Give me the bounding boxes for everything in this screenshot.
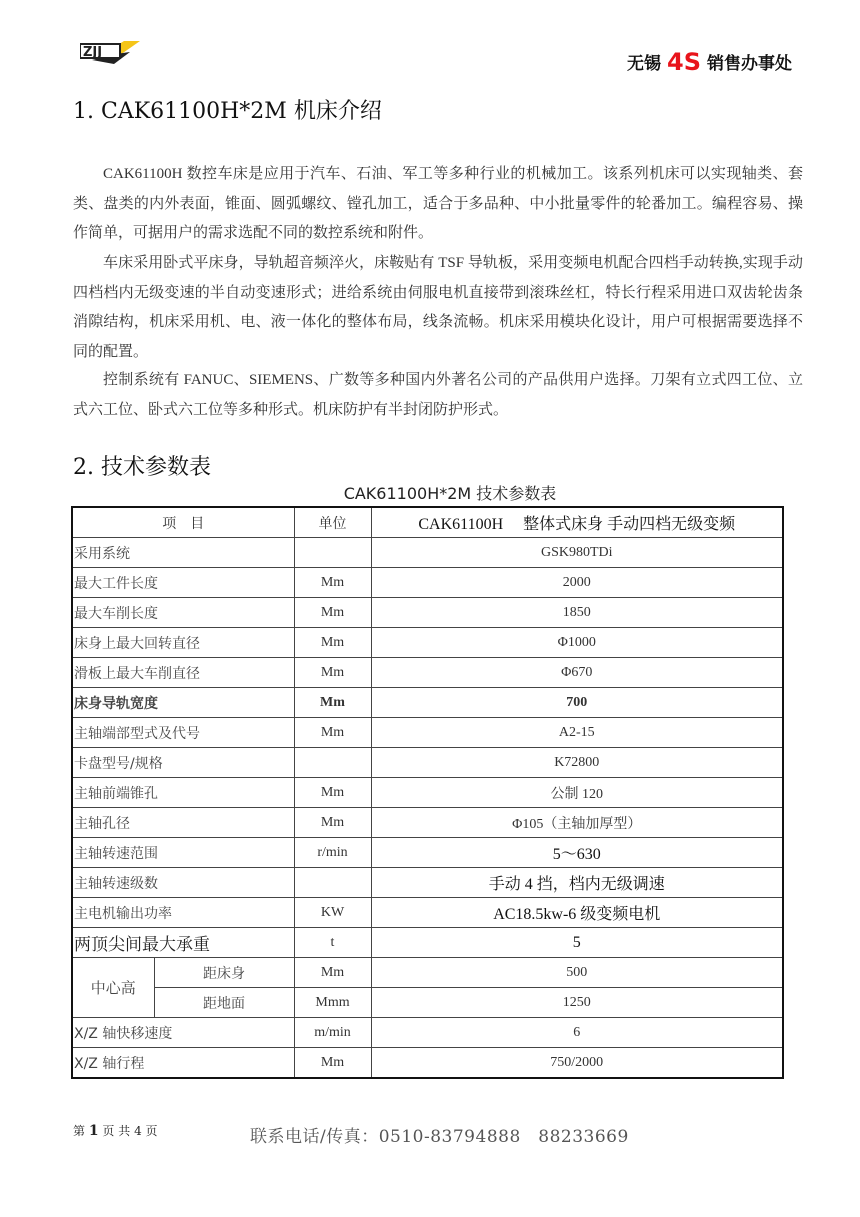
- row-value: 700: [371, 688, 783, 718]
- office-suffix: 销售办事处: [707, 54, 792, 74]
- row-unit: [294, 868, 371, 898]
- table-row: [72, 928, 783, 958]
- intro-paragraph-2: [73, 249, 803, 367]
- row-unit: Mm: [294, 808, 371, 838]
- row-value: 750/2000: [371, 1048, 783, 1079]
- row-label: 距地面: [154, 988, 294, 1018]
- row-value: 5: [371, 928, 783, 958]
- row-label: 主轴孔径: [72, 808, 294, 838]
- row-value: 公制 120: [371, 778, 783, 808]
- table-row-center-height-ground: [72, 988, 783, 1018]
- row-value: 1250: [371, 988, 783, 1018]
- row-unit: Mm: [294, 958, 371, 988]
- row-label: X/Z 轴快移速度: [72, 1018, 294, 1048]
- paragraph-text: 车床采用卧式平床身，导轨超音频淬火，床鞍贴有 TSF 导轨板，采用变频电机配合四档手动转换,实现手动四档档内无级变速的半自动变速形式；进给系统由伺服电机直接带到滚珠丝杠，特长行程采用进口双齿轮齿条消隙结构，机床采用机、电、液一体化的整体布局，线条流畅。机床采用模块化设计，用户可根据需要选择不同的配置。: [73, 255, 803, 360]
- table-row: [72, 568, 783, 598]
- row-label: 滑板上最大车削直径: [72, 658, 294, 688]
- office-prefix: 无锡: [627, 54, 662, 74]
- row-unit: Mm: [294, 568, 371, 598]
- table-row: [72, 808, 783, 838]
- row-value: 2000: [371, 568, 783, 598]
- row-label: 床身导轨宽度: [72, 688, 294, 718]
- row-value: Φ670: [371, 658, 783, 688]
- row-value: 1850: [371, 598, 783, 628]
- row-value: Φ105（主轴加厚型）: [371, 808, 783, 838]
- row-label: 主电机输出功率: [72, 898, 294, 928]
- spec-table: [71, 506, 784, 1079]
- row-label: 两顶尖间最大承重: [72, 928, 294, 958]
- page-mid: 页 共: [102, 1124, 131, 1138]
- row-value: Φ1000: [371, 628, 783, 658]
- row-unit: m/min: [294, 1018, 371, 1048]
- table-row: [72, 868, 783, 898]
- row-value: 5～630: [371, 838, 783, 868]
- table-row: [72, 598, 783, 628]
- row-label: 主轴转速范围: [72, 838, 294, 868]
- row-label: 最大车削长度: [72, 598, 294, 628]
- section-2-title: 2. 技术参数表: [73, 455, 211, 480]
- row-unit: Mm: [294, 688, 371, 718]
- row-label: 床身上最大回转直径: [72, 628, 294, 658]
- row-label: 采用系统: [72, 538, 294, 568]
- row-unit: Mm: [294, 658, 371, 688]
- table-header-row: [72, 507, 783, 538]
- row-label: 卡盘型号/规格: [72, 748, 294, 778]
- office-name: [627, 48, 792, 76]
- logo-icon: [80, 38, 140, 64]
- table-row: [72, 538, 783, 568]
- table-row: [72, 748, 783, 778]
- section-1-title: 1. CAK61100H*2M 机床介绍: [73, 99, 382, 124]
- page-current: 1: [88, 1123, 99, 1139]
- paragraph-text: 控制系统有 FANUC、SIEMENS、广数等多种国内外著名公司的产品供用户选择。刀架有立式四工位、立式六工位、卧式六工位等多种形式。机床防护有半封闭防护形式。: [73, 372, 803, 418]
- table-row: [72, 658, 783, 688]
- intro-paragraph-3: [73, 366, 803, 425]
- company-logo: [80, 38, 140, 64]
- center-height-label: 中心高: [72, 958, 154, 1018]
- table-row: [72, 778, 783, 808]
- row-unit: Mmm: [294, 988, 371, 1018]
- table-row: [72, 1048, 783, 1079]
- row-unit: [294, 748, 371, 778]
- page-suffix: 页: [145, 1124, 158, 1138]
- row-unit: [294, 538, 371, 568]
- row-label: 主轴转速级数: [72, 868, 294, 898]
- row-label: 主轴端部型式及代号: [72, 718, 294, 748]
- contact-info: 联系电话/传真：0510-83794888 88233669: [250, 1127, 629, 1147]
- table-row: [72, 838, 783, 868]
- table-row: [72, 688, 783, 718]
- row-unit: Mm: [294, 718, 371, 748]
- row-label: 最大工件长度: [72, 568, 294, 598]
- row-unit: KW: [294, 898, 371, 928]
- row-unit: Mm: [294, 1048, 371, 1079]
- page-total: 4: [134, 1124, 142, 1138]
- row-label: X/Z 轴行程: [72, 1048, 294, 1079]
- row-value: 500: [371, 958, 783, 988]
- row-unit: Mm: [294, 628, 371, 658]
- page-prefix: 第: [73, 1124, 86, 1138]
- table-row-center-height-bed: [72, 958, 783, 988]
- table-title: CAK61100H*2M 技术参数表: [343, 484, 557, 503]
- row-value: 6: [371, 1018, 783, 1048]
- row-value: AC18.5kw-6 级变频电机: [371, 898, 783, 928]
- row-value: A2-15: [371, 718, 783, 748]
- paragraph-text: CAK61100H 数控车床是应用于汽车、石油、军工等多种行业的机械加工。该系列机床可以实现轴类、套类、盘类的内外表面，锥面、圆弧螺纹、镗孔加工，适合于多品种、中小批量零件的轮番加工。编程容易、操作简单，可据用户的需求选配不同的数控系统和附件。: [73, 166, 803, 241]
- intro-paragraph-1: [73, 160, 803, 249]
- row-value: K72800: [371, 748, 783, 778]
- row-value: GSK980TDi: [371, 538, 783, 568]
- header-item: 项 目: [72, 507, 294, 538]
- row-unit: Mm: [294, 598, 371, 628]
- svg-text:ZJJ: ZJJ: [83, 45, 103, 60]
- row-label: 距床身: [154, 958, 294, 988]
- table-row: [72, 628, 783, 658]
- table-row: [72, 1018, 783, 1048]
- header-value: CAK61100H 整体式床身 手动四档无级变频: [371, 507, 783, 538]
- row-label: 主轴前端锥孔: [72, 778, 294, 808]
- row-unit: Mm: [294, 778, 371, 808]
- office-accent: 4S: [667, 48, 701, 76]
- page-indicator: [73, 1122, 158, 1139]
- row-value: 手动 4 挡，档内无级调速: [371, 868, 783, 898]
- header-unit: 单位: [294, 507, 371, 538]
- table-row: [72, 718, 783, 748]
- row-unit: r/min: [294, 838, 371, 868]
- table-row: [72, 898, 783, 928]
- row-unit: t: [294, 928, 371, 958]
